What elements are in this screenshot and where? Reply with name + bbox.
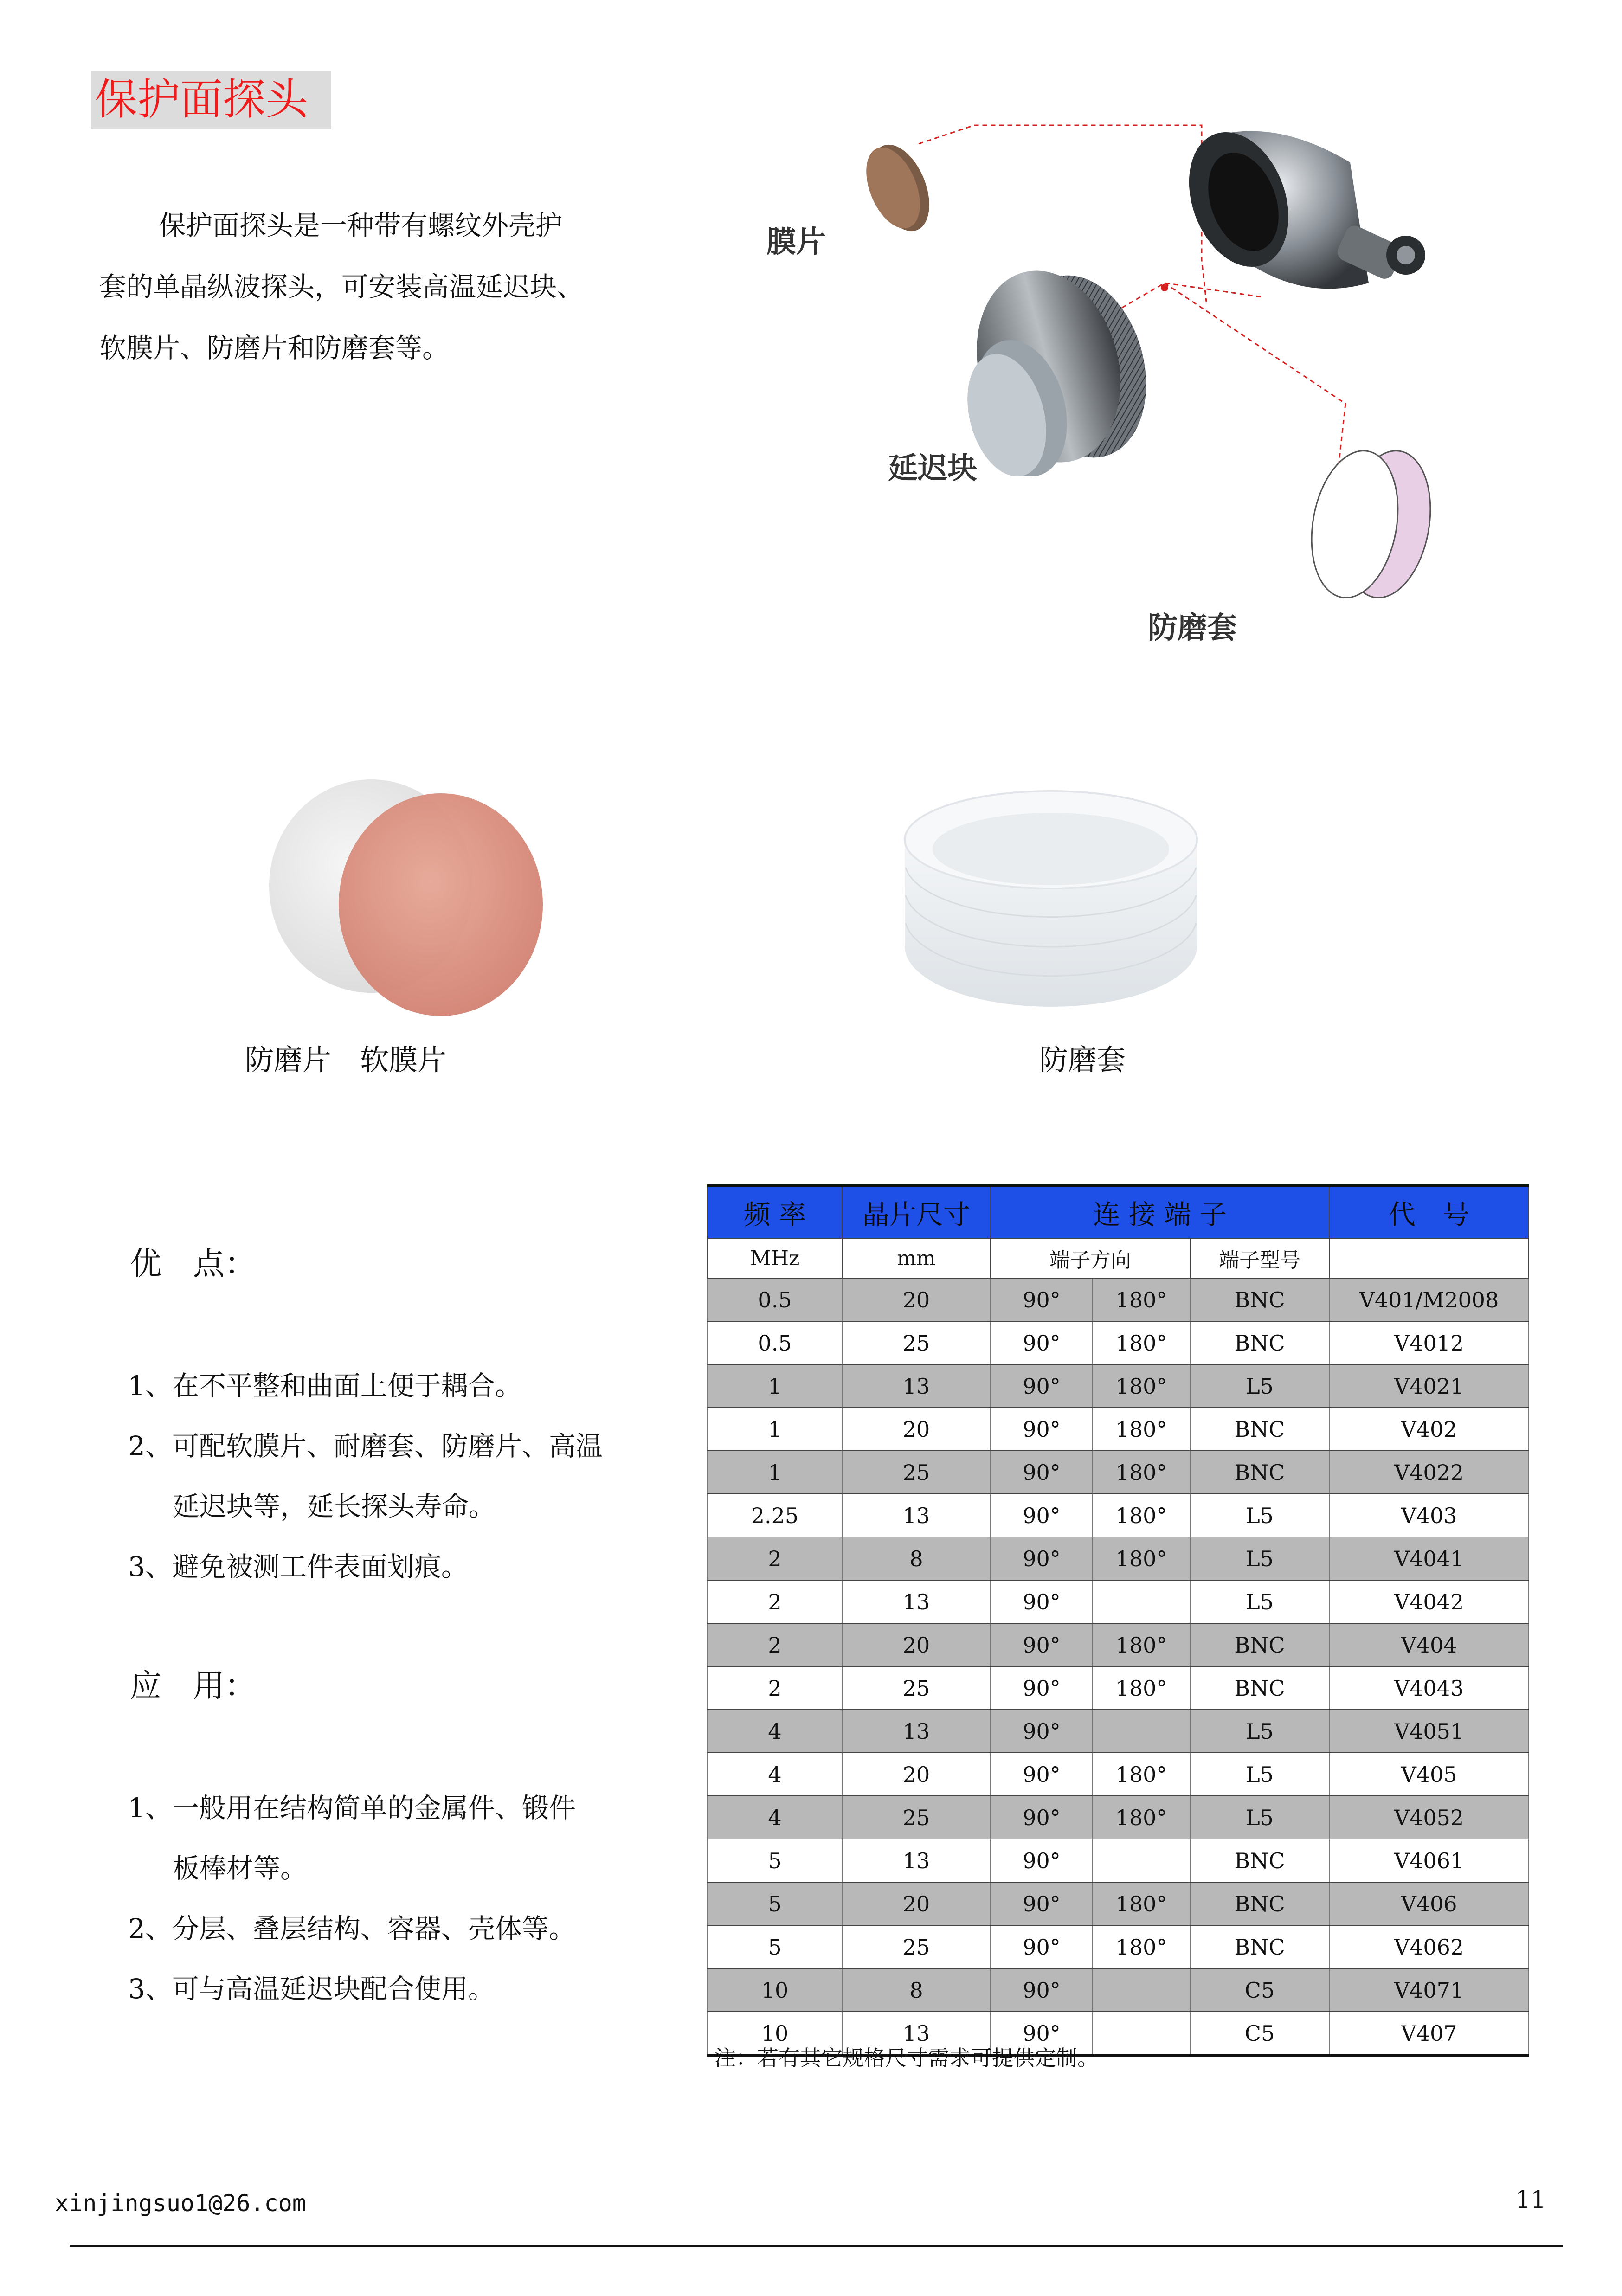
cell-code: V4042 bbox=[1329, 1580, 1529, 1623]
film-disc bbox=[856, 136, 941, 240]
page-number: 11 bbox=[1515, 2186, 1546, 2214]
cell-crystal-size: 8 bbox=[842, 1537, 991, 1580]
cell-crystal-size: 20 bbox=[842, 1623, 991, 1666]
cell-connector-type: C5 bbox=[1190, 1968, 1329, 2012]
cell-connector-type: BNC bbox=[1190, 1623, 1329, 1666]
table-row bbox=[708, 1537, 1529, 1580]
cell-direction-90: 90° bbox=[991, 1623, 1093, 1666]
wear-sleeve-photo bbox=[895, 789, 1206, 1011]
cell-frequency: 10 bbox=[708, 2012, 842, 2056]
cell-code: V4061 bbox=[1329, 1839, 1529, 1882]
table-row bbox=[708, 1408, 1529, 1451]
cell-code: V403 bbox=[1329, 1494, 1529, 1537]
cell-direction-180 bbox=[1093, 1839, 1190, 1882]
subheader-code bbox=[1329, 1238, 1529, 1278]
table-row bbox=[708, 1666, 1529, 1710]
cell-direction-90: 90° bbox=[991, 1537, 1093, 1580]
table-row bbox=[708, 1968, 1529, 2012]
header-frequency: 频 率 bbox=[708, 1186, 842, 1239]
cell-crystal-size: 20 bbox=[842, 1408, 991, 1451]
label-film: 膜片 bbox=[766, 225, 826, 259]
spec-table bbox=[707, 1184, 1529, 2057]
cell-direction-90: 90° bbox=[991, 1278, 1093, 1321]
table-note: 注：若有其它规格尺寸需求可提供定制。 bbox=[714, 2045, 1099, 2071]
cell-code: V4012 bbox=[1329, 1321, 1529, 1364]
cell-code: V405 bbox=[1329, 1753, 1529, 1796]
table-row bbox=[708, 1364, 1529, 1408]
exploded-probe-diagram bbox=[724, 107, 1448, 663]
cell-code: V4043 bbox=[1329, 1666, 1529, 1710]
cell-crystal-size: 25 bbox=[842, 1321, 991, 1364]
table-row bbox=[708, 1710, 1529, 1753]
cell-direction-180 bbox=[1093, 1580, 1190, 1623]
page-title: 保护面探头 bbox=[91, 71, 331, 129]
label-delay-block: 延迟块 bbox=[888, 451, 977, 486]
cell-crystal-size: 13 bbox=[842, 1580, 991, 1623]
cell-code: V4062 bbox=[1329, 1925, 1529, 1968]
table-row bbox=[708, 1623, 1529, 1666]
cell-code: V401/M2008 bbox=[1329, 1278, 1529, 1321]
cell-connector-type: BNC bbox=[1190, 1925, 1329, 1968]
table-row bbox=[708, 1580, 1529, 1623]
cell-frequency: 10 bbox=[708, 1968, 842, 2012]
caption-wear-disc-film: 防磨片 软膜片 bbox=[245, 1043, 447, 1077]
footer-email: xinjingsuo1@26.com bbox=[55, 2190, 306, 2217]
table-row bbox=[708, 1321, 1529, 1364]
cell-crystal-size: 13 bbox=[842, 1839, 991, 1882]
intro-line: 软膜片、防磨片和防磨套等。 bbox=[99, 332, 450, 364]
table-row bbox=[708, 1882, 1529, 1925]
cell-connector-type: BNC bbox=[1190, 1321, 1329, 1364]
cell-connector-type: L5 bbox=[1190, 1753, 1329, 1796]
cell-direction-180: 180° bbox=[1093, 1753, 1190, 1796]
cell-direction-90: 90° bbox=[991, 1321, 1093, 1364]
cell-direction-90: 90° bbox=[991, 1666, 1093, 1710]
advantage-item: 1、在不平整和曲面上便于耦合。 bbox=[128, 1370, 522, 1402]
cell-direction-90: 90° bbox=[991, 1753, 1093, 1796]
cell-connector-type: L5 bbox=[1190, 1494, 1329, 1537]
application-item: 2、分层、叠层结构、容器、壳体等。 bbox=[128, 1913, 576, 1944]
cell-connector-type: BNC bbox=[1190, 1839, 1329, 1882]
cell-connector-type: C5 bbox=[1190, 2012, 1329, 2056]
cell-direction-90: 90° bbox=[991, 1796, 1093, 1839]
cell-crystal-size: 13 bbox=[842, 2012, 991, 2056]
cell-direction-180: 180° bbox=[1093, 1925, 1190, 1968]
cell-direction-180: 180° bbox=[1093, 1666, 1190, 1710]
cell-code: V406 bbox=[1329, 1882, 1529, 1925]
cell-frequency: 2 bbox=[708, 1666, 842, 1710]
wear-disc-film-photo bbox=[260, 770, 547, 1021]
table-row bbox=[708, 1796, 1529, 1839]
cell-direction-90: 90° bbox=[991, 1710, 1093, 1753]
cell-direction-90: 90° bbox=[991, 1408, 1093, 1451]
cell-frequency: 1 bbox=[708, 1408, 842, 1451]
cell-code: V404 bbox=[1329, 1623, 1529, 1666]
cell-frequency: 0.5 bbox=[708, 1321, 842, 1364]
advantage-item: 延迟块等，延长探头寿命。 bbox=[173, 1491, 496, 1522]
cell-frequency: 5 bbox=[708, 1925, 842, 1968]
application-item: 3、可与高温延迟块配合使用。 bbox=[128, 1973, 495, 2005]
cell-frequency: 2 bbox=[708, 1623, 842, 1666]
subheader-connector-direction: 端子方向 bbox=[991, 1238, 1190, 1278]
probe-housing bbox=[1171, 118, 1425, 289]
cell-crystal-size: 13 bbox=[842, 1710, 991, 1753]
cell-direction-180 bbox=[1093, 1710, 1190, 1753]
cell-frequency: 4 bbox=[708, 1710, 842, 1753]
cell-direction-180 bbox=[1093, 1968, 1190, 2012]
cell-crystal-size: 13 bbox=[842, 1494, 991, 1537]
cell-connector-type: BNC bbox=[1190, 1408, 1329, 1451]
cell-crystal-size: 8 bbox=[842, 1968, 991, 2012]
advantage-item: 3、避免被测工件表面划痕。 bbox=[128, 1551, 468, 1582]
cell-frequency: 5 bbox=[708, 1882, 842, 1925]
cell-direction-90: 90° bbox=[991, 1580, 1093, 1623]
application-item: 板棒材等。 bbox=[173, 1852, 308, 1884]
applications-heading: 应 用： bbox=[130, 1668, 257, 1704]
intro-line: 保护面探头是一种带有螺纹外壳护 bbox=[159, 210, 563, 241]
cell-direction-180: 180° bbox=[1093, 1364, 1190, 1408]
cell-code: V4022 bbox=[1329, 1451, 1529, 1494]
header-code: 代 号 bbox=[1329, 1186, 1529, 1239]
table-row bbox=[708, 1753, 1529, 1796]
cell-code: V402 bbox=[1329, 1408, 1529, 1451]
cell-code: V4051 bbox=[1329, 1710, 1529, 1753]
cell-direction-90: 90° bbox=[991, 1839, 1093, 1882]
cell-frequency: 5 bbox=[708, 1839, 842, 1882]
cell-connector-type: L5 bbox=[1190, 1537, 1329, 1580]
cell-code: V407 bbox=[1329, 2012, 1529, 2056]
cell-frequency: 4 bbox=[708, 1753, 842, 1796]
table-row bbox=[708, 1494, 1529, 1537]
cell-crystal-size: 20 bbox=[842, 1753, 991, 1796]
cell-crystal-size: 13 bbox=[842, 1364, 991, 1408]
guide-junction-dot bbox=[1161, 284, 1168, 291]
table-header-row bbox=[708, 1186, 1529, 1239]
cell-connector-type: BNC bbox=[1190, 1451, 1329, 1494]
cell-frequency: 1 bbox=[708, 1364, 842, 1408]
advantage-item: 2、可配软膜片、耐磨套、防磨片、高温 bbox=[128, 1430, 603, 1462]
cell-direction-180: 180° bbox=[1093, 1623, 1190, 1666]
label-wear-sleeve: 防磨套 bbox=[1148, 611, 1237, 645]
cell-direction-90: 90° bbox=[991, 1925, 1093, 1968]
cell-direction-180: 180° bbox=[1093, 1278, 1190, 1321]
table-subheader-row bbox=[708, 1238, 1529, 1278]
wear-sleeve bbox=[1301, 444, 1442, 605]
cell-frequency: 4 bbox=[708, 1796, 842, 1839]
cell-crystal-size: 25 bbox=[842, 1925, 991, 1968]
cell-code: V4041 bbox=[1329, 1537, 1529, 1580]
intro-paragraph bbox=[99, 195, 670, 379]
cell-connector-type: BNC bbox=[1190, 1278, 1329, 1321]
intro-line: 套的单晶纵波探头，可安装高温延迟块、 bbox=[99, 271, 584, 302]
cell-frequency: 1 bbox=[708, 1451, 842, 1494]
cell-connector-type: L5 bbox=[1190, 1364, 1329, 1408]
cell-frequency: 0.5 bbox=[708, 1278, 842, 1321]
cell-connector-type: L5 bbox=[1190, 1710, 1329, 1753]
cell-connector-type: BNC bbox=[1190, 1882, 1329, 1925]
advantages-heading: 优 点： bbox=[130, 1246, 257, 1282]
cell-direction-180: 180° bbox=[1093, 1408, 1190, 1451]
header-connector: 连 接 端 子 bbox=[991, 1186, 1329, 1239]
footer-rule bbox=[70, 2245, 1563, 2247]
cell-crystal-size: 25 bbox=[842, 1796, 991, 1839]
table-row bbox=[708, 1278, 1529, 1321]
cell-connector-type: L5 bbox=[1190, 1796, 1329, 1839]
cell-frequency: 2 bbox=[708, 1537, 842, 1580]
cell-crystal-size: 20 bbox=[842, 1278, 991, 1321]
cell-direction-180 bbox=[1093, 2012, 1190, 2056]
cell-direction-180: 180° bbox=[1093, 1321, 1190, 1364]
cell-direction-90: 90° bbox=[991, 1364, 1093, 1408]
cell-direction-180: 180° bbox=[1093, 1882, 1190, 1925]
cell-frequency: 2 bbox=[708, 1580, 842, 1623]
cell-crystal-size: 25 bbox=[842, 1666, 991, 1710]
cell-connector-type: BNC bbox=[1190, 1666, 1329, 1710]
subheader-connector-type: 端子型号 bbox=[1190, 1238, 1329, 1278]
table-row bbox=[708, 1925, 1529, 1968]
subheader-unit-mm: mm bbox=[842, 1238, 991, 1278]
table-row bbox=[708, 1451, 1529, 1494]
cell-direction-90: 90° bbox=[991, 1451, 1093, 1494]
cell-direction-90: 90° bbox=[991, 1882, 1093, 1925]
cell-direction-90: 90° bbox=[991, 1494, 1093, 1537]
header-crystal-size: 晶片尺寸 bbox=[842, 1186, 991, 1239]
cell-code: V4071 bbox=[1329, 1968, 1529, 2012]
cell-frequency: 2.25 bbox=[708, 1494, 842, 1537]
cell-direction-180: 180° bbox=[1093, 1537, 1190, 1580]
cell-direction-90: 90° bbox=[991, 2012, 1093, 2056]
cell-crystal-size: 25 bbox=[842, 1451, 991, 1494]
cell-connector-type: L5 bbox=[1190, 1580, 1329, 1623]
cell-code: V4021 bbox=[1329, 1364, 1529, 1408]
subheader-unit-mhz: MHz bbox=[708, 1238, 842, 1278]
cell-crystal-size: 20 bbox=[842, 1882, 991, 1925]
cell-direction-180: 180° bbox=[1093, 1796, 1190, 1839]
cell-direction-90: 90° bbox=[991, 1968, 1093, 2012]
cell-code: V4052 bbox=[1329, 1796, 1529, 1839]
table-row bbox=[708, 1839, 1529, 1882]
application-item: 1、一般用在结构简单的金属件、锻件 bbox=[128, 1792, 576, 1824]
cell-direction-180: 180° bbox=[1093, 1451, 1190, 1494]
cell-direction-180: 180° bbox=[1093, 1494, 1190, 1537]
caption-wear-sleeve: 防磨套 bbox=[1039, 1043, 1126, 1077]
delay-block bbox=[955, 254, 1165, 487]
